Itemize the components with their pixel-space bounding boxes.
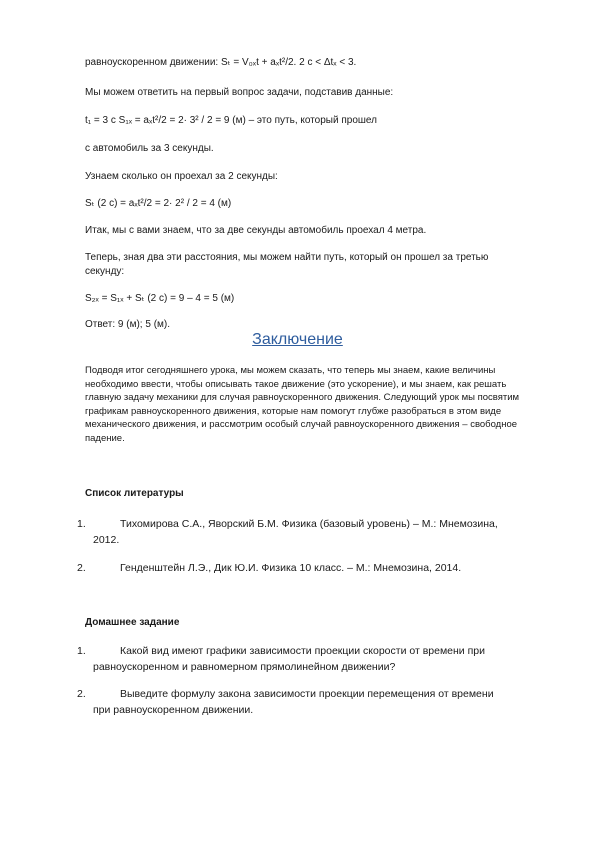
third-second-intro: Теперь, зная два эти расстояния, мы можем найти путь, который он прошел за третью секунду: (85, 252, 489, 277)
homework-item-text: Выведите формулу закона зависимости проекции перемещения от времени при равноускоренном движении. (93, 688, 494, 716)
homework-heading: Домашнее задание (85, 617, 180, 628)
distance-2s-question: Узнаем сколько он проехал за 2 секунды: (85, 171, 278, 182)
third-second-calc: S₂ₓ = S₁ₓ + Sₜ (2 с) = 9 – 4 = 5 (м) (85, 293, 235, 304)
distance-2s-summary: Итак, мы с вами знаем, что за две секунды автомобиль проехал 4 метра. (85, 225, 427, 236)
list-number: 1. (77, 645, 86, 657)
list-number: 1. (77, 518, 86, 530)
literature-item-text: Тихомирова С.А., Яворский Б.М. Физика (базовый уровень) – М.: Мнемозина, 2012. (93, 518, 498, 546)
literature-heading: Список литературы (85, 488, 184, 499)
list-number: 2. (77, 562, 86, 574)
conclusion-text: Подводя итог сегодняшнего урока, мы можем сказать, что теперь мы знаем, какие величины необходимо ввести, чтобы описывать такое движение (это ускорение), и мы знаем, как решать главную задачу механики для случая равноускоренного движения. Следующий урок мы посвятим графикам равноускоренного движения, которые нам помогут глубже разобраться в этом виде механического движения, и рассмотрим особый случай равноускоренного движения – свободное падение. (85, 365, 520, 444)
list-number: 2. (77, 688, 86, 700)
formula-intro-line: равноускоренном движении: Sₜ = V₀ₓt + aₓt²/2. 2 с < Δtₓ < 3. (85, 57, 357, 68)
literature-item-text: Генденштейн Л.Э., Дик Ю.И. Физика 10 класс. – М.: Мнемозина, 2014. (120, 562, 462, 574)
conclusion-title: Заключение (252, 331, 343, 348)
distance-2s-calc: Sₜ (2 с) = aₓt²/2 = 2· 2² / 2 = 4 (м) (85, 198, 232, 209)
distance-3s-note: с автомобиль за 3 секунды. (85, 143, 214, 154)
answer-line: Ответ: 9 (м); 5 (м). (85, 319, 171, 330)
answer-first-question-line: Мы можем ответить на первый вопрос задачи, подставив данные: (85, 87, 394, 98)
homework-item-text: Какой вид имеют графики зависимости проекции скорости от времени при равноускоренном и равномерном прямолинейном движении? (93, 645, 485, 673)
distance-3s-calc: t₁ = 3 с S₁ₓ = aₓt²/2 = 2· 3² / 2 = 9 (м) – это путь, который прошел (85, 115, 377, 126)
